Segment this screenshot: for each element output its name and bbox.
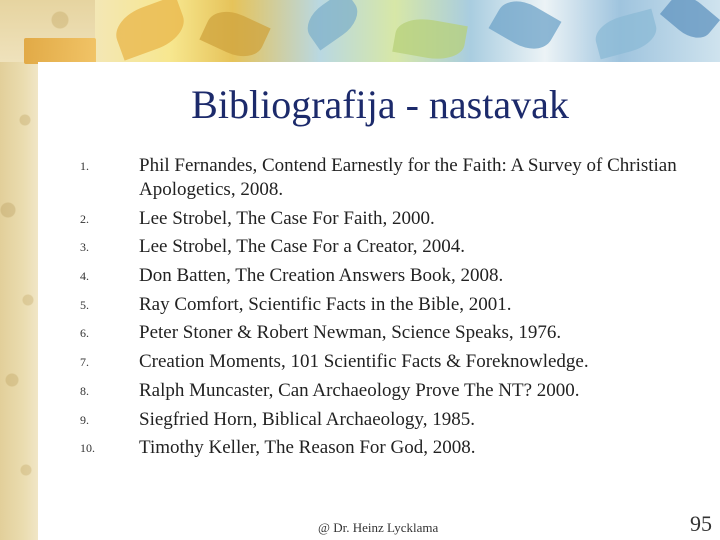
parchment-side-decoration xyxy=(0,0,38,540)
leaf-decoration xyxy=(392,14,468,62)
leaf-decoration xyxy=(199,3,270,62)
list-item xyxy=(80,436,680,465)
list-item-text: Don Batten, The Creation Answers Book, 2008. xyxy=(139,265,504,287)
page-number: 95 xyxy=(690,511,712,536)
leaf-decoration xyxy=(591,9,660,60)
list-item-text: Creation Moments, 101 Scientific Facts & Foreknowledge. xyxy=(139,351,589,373)
bibliography-list xyxy=(80,154,680,465)
leaf-decoration xyxy=(110,0,191,61)
list-item xyxy=(80,264,680,293)
list-item-number: 9. xyxy=(80,412,89,427)
list-item-text: Siegfried Horn, Biblical Archaeology, 1985. xyxy=(139,408,475,430)
list-item-number: 8. xyxy=(80,383,89,398)
list-item xyxy=(80,293,680,322)
list-item-text: Ralph Muncaster, Can Archaeology Prove The NT? 2000. xyxy=(139,379,580,401)
list-item xyxy=(80,379,680,408)
list-item-number: 1. xyxy=(80,159,89,173)
list-item-number: 10. xyxy=(80,441,95,456)
leaf-decoration xyxy=(489,0,562,58)
list-item-number: 6. xyxy=(80,326,89,341)
list-item-number: 3. xyxy=(80,240,89,255)
list-item-text: Ray Comfort, Scientific Facts in the Bible, 2001. xyxy=(139,293,512,315)
leaf-decoration xyxy=(300,0,366,51)
list-item-text: Phil Fernandes, Contend Earnestly for the Faith: A Survey of Christian Apologetics, 2008. xyxy=(139,155,677,200)
list-item xyxy=(80,350,680,379)
floral-banner-decoration xyxy=(95,0,720,62)
footer-author: @ Dr. Heinz Lycklama xyxy=(318,520,439,535)
list-item xyxy=(80,207,680,236)
list-item-number: 4. xyxy=(80,269,89,284)
list-item-text: Timothy Keller, The Reason For God, 2008. xyxy=(139,437,476,459)
list-item xyxy=(80,408,680,437)
list-item-text: Peter Stoner & Robert Newman, Science Speaks, 1976. xyxy=(139,322,562,344)
list-item-number: 7. xyxy=(80,355,89,370)
leaf-decoration xyxy=(660,0,720,46)
accent-bar-decoration xyxy=(24,38,96,64)
list-item-number: 2. xyxy=(80,211,89,226)
list-item-text: Lee Strobel, The Case For a Creator, 2004. xyxy=(139,236,466,258)
list-item xyxy=(80,154,680,207)
slide-title: Bibliografija - nastavak xyxy=(191,82,569,127)
list-item xyxy=(80,321,680,350)
list-item xyxy=(80,235,680,264)
list-item-text: Lee Strobel, The Case For Faith, 2000. xyxy=(139,207,435,229)
list-item-number: 5. xyxy=(80,297,89,312)
